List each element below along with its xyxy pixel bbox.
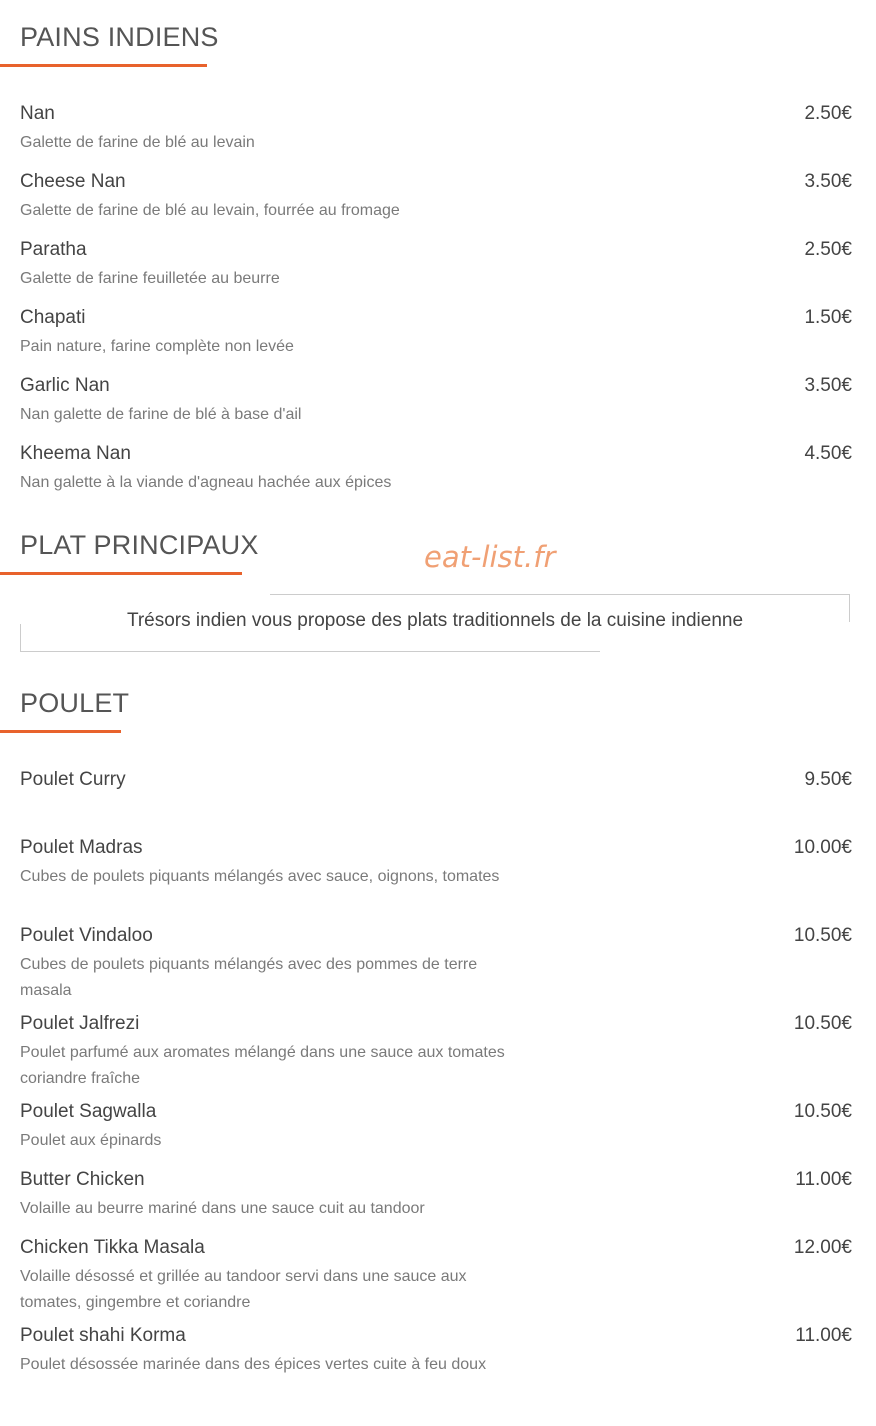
item-price: 10.50€ [793,1013,852,1034]
item-price: 10.50€ [793,1101,852,1122]
section-title-plats [0,528,259,575]
item-price: 1.50€ [804,307,852,328]
item-name: Poulet Madras [20,837,143,858]
item-description: Galette de farine de blé au levain, fourrée au fromage [20,202,400,219]
section-title-pains [0,20,219,67]
item-description: Volaille au beurre mariné dans une sauce cuit au tandoor [20,1200,425,1217]
item-name: Poulet shahi Korma [20,1325,186,1346]
item-description: Poulet désossée marinée dans des épices vertes cuite à feu doux [20,1356,487,1373]
item-price: 2.50€ [804,239,852,260]
item-description: Pain nature, farine complète non levée [20,338,294,355]
section-underline [0,730,121,733]
item-price: 11.00€ [795,1325,852,1346]
item-price: 9.50€ [804,769,852,790]
item-price: 3.50€ [804,375,852,396]
item-description: Poulet aux épinards [20,1132,162,1149]
box-border [20,651,600,652]
item-name: Poulet Vindaloo [20,925,153,946]
intro-text: Trésors indien vous propose des plats traditionnels de la cuisine indienne [126,610,744,631]
section-title-text: POULET [20,688,130,718]
item-name: Cheese Nan [20,171,126,192]
item-price: 2.50€ [804,103,852,124]
intro-box [20,594,850,652]
item-name: Poulet Curry [20,769,126,790]
item-description: Cubes de poulets piquants mélangés avec des pommes de terre masala [20,956,478,999]
item-description: Galette de farine de blé au levain [20,134,255,151]
box-border [270,594,850,595]
item-name: Butter Chicken [20,1169,145,1190]
item-price: 11.00€ [795,1169,852,1190]
item-description: Volaille désossé et grillée au tandoor servi dans une sauce aux tomates, gingembre et coriandre [20,1268,467,1311]
item-name: Paratha [20,239,87,260]
item-description: Poulet parfumé aux aromates mélangé dans une sauce aux tomates coriandre fraîche [20,1044,505,1087]
item-description: Galette de farine feuilletée au beurre [20,270,280,287]
section-underline [0,64,207,67]
item-price: 10.50€ [793,925,852,946]
item-description: Cubes de poulets piquants mélangés avec sauce, oignons, tomates [20,868,500,885]
item-description: Nan galette de farine de blé à base d'ail [20,406,302,423]
item-price: 4.50€ [804,443,852,464]
item-price: 10.00€ [793,837,852,858]
section-title-text: PLAT PRINCIPAUX [20,530,259,560]
item-name: Poulet Sagwalla [20,1101,157,1122]
item-name: Poulet Jalfrezi [20,1013,140,1034]
item-price: 3.50€ [804,171,852,192]
item-price: 12.00€ [793,1237,852,1258]
item-description: Nan galette à la viande d'agneau hachée aux épices [20,474,392,491]
item-name: Kheema Nan [20,443,131,464]
item-name: Chicken Tikka Masala [20,1237,205,1258]
item-name: Nan [20,103,55,124]
watermark: eat-list.fr [424,540,556,574]
item-name: Garlic Nan [20,375,110,396]
item-name: Chapati [20,307,86,328]
section-title-poulet [0,686,129,733]
section-title-text: PAINS INDIENS [20,22,219,52]
section-underline [0,572,242,575]
